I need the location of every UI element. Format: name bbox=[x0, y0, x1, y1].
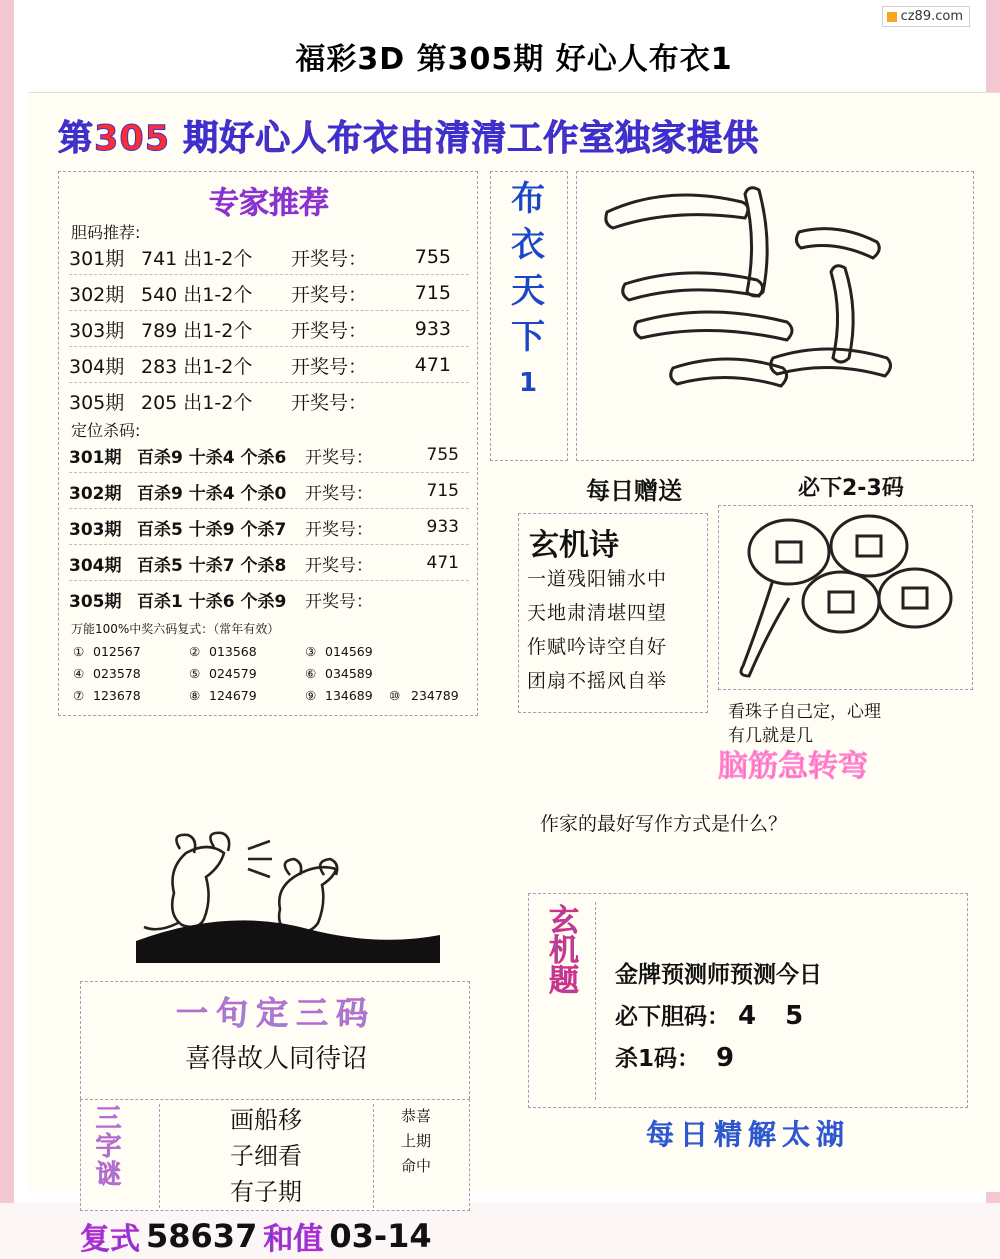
row-draw-label: 开奖号： bbox=[291, 247, 368, 270]
taihu-footer: 每日精解太湖 bbox=[645, 1118, 850, 1151]
badge-square-icon bbox=[887, 12, 897, 22]
fushi-no: ⑤ bbox=[189, 666, 201, 681]
xuanji-poem-panel bbox=[518, 513, 708, 713]
sanzi-riddle-panel bbox=[80, 1099, 470, 1211]
badge-label: cz89.com bbox=[900, 9, 963, 24]
sanzi-divider-right bbox=[373, 1104, 374, 1208]
table-row bbox=[69, 546, 469, 581]
table-row bbox=[69, 510, 469, 545]
sketch-strokes-icon bbox=[577, 172, 975, 462]
row-draw-label: 开奖号： bbox=[305, 519, 373, 540]
hezhi-val: 03-14 bbox=[329, 1217, 432, 1255]
row-issue: 302期 bbox=[69, 283, 125, 306]
xuanji-question-divider bbox=[595, 902, 596, 1100]
row-code: 百杀9 十杀4 个杀0 bbox=[137, 483, 287, 504]
row-code: 205 出1-2个 bbox=[141, 391, 253, 414]
table-row bbox=[69, 438, 469, 473]
row-issue: 302期 bbox=[69, 483, 122, 504]
row-draw-label: 开奖号： bbox=[291, 355, 368, 378]
fushi-key: 复式 bbox=[80, 1222, 140, 1257]
row-draw-label: 开奖号： bbox=[305, 447, 373, 468]
sanzi-divider-left bbox=[159, 1104, 160, 1208]
expert-recommendation-panel bbox=[58, 171, 478, 716]
row-draw-label: 开奖号： bbox=[305, 483, 373, 504]
xuanji-line: 团扇不摇风自举 bbox=[527, 670, 668, 692]
sheet-body bbox=[28, 92, 1000, 1257]
hezhi-key: 和值 bbox=[263, 1222, 324, 1257]
row-issue: 303期 bbox=[69, 319, 125, 342]
table-row bbox=[69, 240, 469, 275]
row-issue: 305期 bbox=[69, 591, 122, 612]
fushi-value: 012567 bbox=[93, 644, 141, 659]
fushi-no: ⑧ bbox=[189, 688, 201, 703]
fushi-value: 234789 bbox=[411, 688, 459, 703]
must-dan-label: 必下胆码： bbox=[615, 1004, 730, 1030]
row-draw: 471 bbox=[414, 354, 451, 376]
fushi-no: ① bbox=[73, 644, 85, 659]
fushi-hezhi-row bbox=[80, 1213, 480, 1259]
site-badge bbox=[882, 6, 970, 27]
kill-one-label: 杀1码： bbox=[615, 1046, 701, 1072]
row-draw: 933 bbox=[426, 517, 459, 537]
row-draw: 715 bbox=[414, 282, 451, 304]
row-code: 741 出1-2个 bbox=[141, 247, 253, 270]
yiju-line: 喜得故人同待诏 bbox=[184, 1044, 367, 1074]
brain-teaser-title: 脑筋急转弯 bbox=[718, 749, 868, 784]
kill-one-row bbox=[615, 1040, 734, 1073]
row-draw: 755 bbox=[414, 246, 451, 268]
yiju-title: 一句定三码 bbox=[175, 994, 376, 1032]
row-issue: 301期 bbox=[69, 447, 122, 468]
vertical-title-text bbox=[497, 176, 559, 406]
banner-text: 第305 期好心人布衣由清清工作室独家提供 bbox=[58, 119, 760, 159]
row-code: 百杀5 十杀9 个杀7 bbox=[137, 519, 287, 540]
congrats-line-3: 命中 bbox=[400, 1157, 431, 1175]
row-issue: 304期 bbox=[69, 355, 125, 378]
sanzi-lines bbox=[171, 1102, 361, 1210]
sketch-illustration-top bbox=[576, 171, 974, 461]
coins-note-2: 有几就是几 bbox=[728, 726, 813, 746]
fushi-no: ③ bbox=[305, 644, 317, 659]
fushi-no: ④ bbox=[73, 666, 85, 681]
coins-illustration-panel bbox=[718, 505, 973, 690]
fushi-no: ⑦ bbox=[73, 688, 85, 703]
congrats-note bbox=[381, 1104, 451, 1179]
congrats-line-2: 上期 bbox=[400, 1132, 431, 1150]
row-issue: 305期 bbox=[69, 391, 125, 414]
table-row bbox=[69, 276, 469, 311]
sanzi-line-3: 有子期 bbox=[230, 1178, 302, 1206]
fushi-value: 124679 bbox=[209, 688, 257, 703]
must-bet-label: 必下2-3码 bbox=[798, 476, 904, 501]
table-row bbox=[69, 582, 469, 616]
coins-note-1: 看珠子自己定，心理 bbox=[728, 702, 881, 722]
row-draw: 471 bbox=[426, 553, 459, 573]
fushi-no: ⑩ bbox=[389, 688, 401, 703]
row-issue: 304期 bbox=[69, 555, 122, 576]
dan-label: 胆码推荐: bbox=[71, 223, 141, 242]
row-code: 百杀5 十杀7 个杀8 bbox=[137, 555, 287, 576]
row-draw: 933 bbox=[414, 318, 451, 340]
fushi-value: 134689 bbox=[325, 688, 373, 703]
row-draw-label: 开奖号： bbox=[305, 591, 373, 612]
brain-teaser-question: 作家的最好写作方式是什么？ bbox=[540, 813, 788, 835]
sanzi-label-text: 三字谜 bbox=[91, 1104, 121, 1188]
row-draw-label: 开奖号： bbox=[291, 319, 368, 342]
row-draw-label: 开奖号： bbox=[291, 391, 368, 414]
page-title: 福彩3D 第305期 好心人布衣1 bbox=[295, 42, 733, 77]
row-issue: 301期 bbox=[69, 247, 125, 270]
table-row bbox=[69, 474, 469, 509]
fushi-val: 58637 bbox=[146, 1217, 258, 1255]
xuanji-question-label bbox=[539, 904, 587, 994]
vtext-2: 衣 bbox=[511, 225, 545, 265]
fushi-value: 123678 bbox=[93, 688, 141, 703]
fushi-no: ⑨ bbox=[305, 688, 317, 703]
mice-illustration bbox=[128, 823, 448, 968]
row-draw: 715 bbox=[426, 481, 459, 501]
must-dan-row bbox=[615, 998, 813, 1031]
table-row bbox=[69, 348, 469, 383]
coins-icon bbox=[719, 506, 974, 691]
table-row bbox=[69, 312, 469, 347]
row-draw: 755 bbox=[426, 445, 459, 465]
vtext-3: 天 bbox=[511, 271, 545, 311]
row-draw-label: 开奖号： bbox=[305, 555, 373, 576]
fushi-value: 024579 bbox=[209, 666, 257, 681]
predictor-line: 金牌预测师预测今日 bbox=[615, 962, 822, 988]
xuanji-line: 天地肃清堪四望 bbox=[527, 602, 668, 624]
kill-label: 定位杀码: bbox=[71, 421, 141, 440]
must-dan-num: 4 5 bbox=[738, 1001, 814, 1031]
xuanji-line: 作赋吟诗空自好 bbox=[527, 636, 668, 658]
yiju-panel bbox=[80, 981, 470, 1109]
fushi-value: 034589 bbox=[325, 666, 373, 681]
xuanji-line: 一道残阳铺水中 bbox=[527, 568, 668, 590]
vertical-title-panel bbox=[490, 171, 568, 461]
row-draw-label: 开奖号： bbox=[291, 283, 368, 306]
fushi-value: 013568 bbox=[209, 644, 257, 659]
mice-icon bbox=[128, 823, 448, 968]
sanzi-line-1: 画船移 bbox=[230, 1106, 302, 1134]
row-code: 百杀9 十杀4 个杀6 bbox=[137, 447, 287, 468]
fushi-no: ② bbox=[189, 644, 201, 659]
table-row bbox=[69, 384, 469, 418]
vtext-5: 1 bbox=[518, 368, 538, 398]
row-code: 789 出1-2个 bbox=[141, 319, 253, 342]
daily-gift-label: 每日赠送 bbox=[586, 477, 682, 505]
xuanji-title: 玄机诗 bbox=[529, 528, 619, 563]
row-code: 百杀1 十杀6 个杀9 bbox=[137, 591, 287, 612]
expert-title: 专家推荐 bbox=[209, 186, 329, 221]
vtext-1: 布 bbox=[511, 179, 545, 219]
fushi-title: 万能100%中奖六码复式：（常年有效） bbox=[71, 622, 280, 636]
fushi-value: 014569 bbox=[325, 644, 373, 659]
vtext-4: 下 bbox=[511, 317, 545, 357]
kill-one-num: 9 bbox=[716, 1043, 735, 1073]
congrats-line-1: 恭喜 bbox=[400, 1107, 431, 1125]
sanzi-line-2: 子细看 bbox=[230, 1142, 302, 1170]
xuanji-question-panel bbox=[528, 893, 968, 1108]
fushi-no: ⑥ bbox=[305, 666, 317, 681]
row-code: 283 出1-2个 bbox=[141, 355, 253, 378]
xuanji-question-label-text: 玄机题 bbox=[543, 904, 578, 994]
row-code: 540 出1-2个 bbox=[141, 283, 253, 306]
row-issue: 303期 bbox=[69, 519, 122, 540]
fushi-value: 023578 bbox=[93, 666, 141, 681]
sanzi-label bbox=[89, 1104, 141, 1188]
